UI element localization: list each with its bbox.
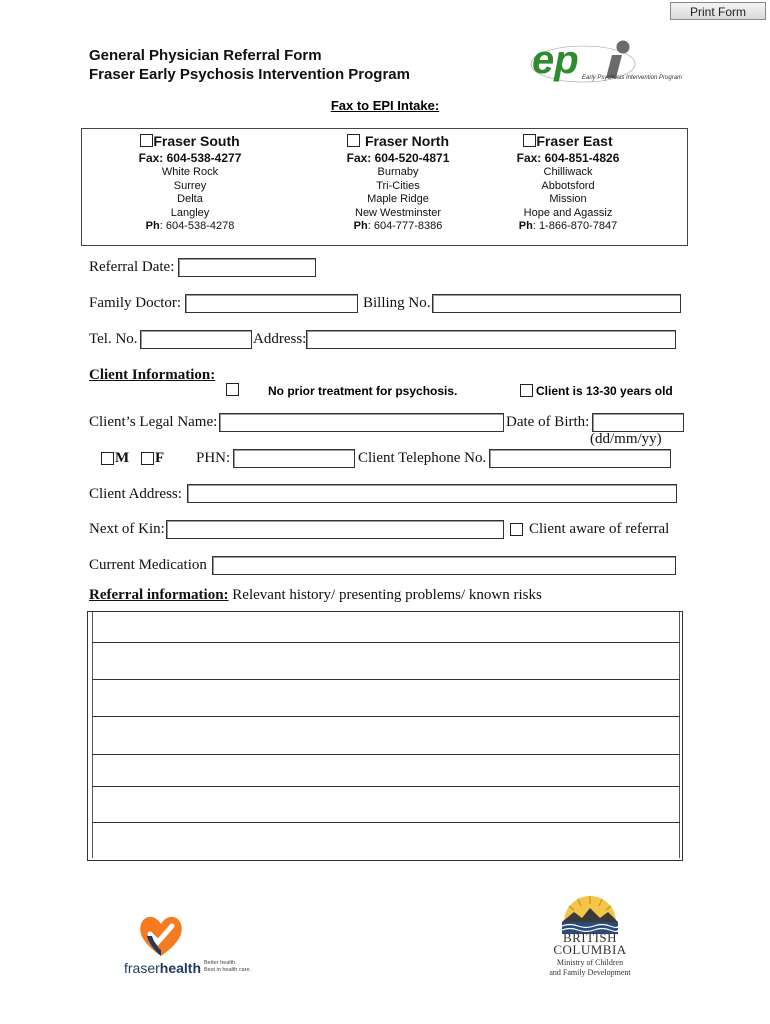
female-checkbox[interactable] <box>141 452 154 465</box>
date-of-birth-label: Date of Birth: <box>506 414 590 430</box>
epi-logo-subtitle: Early Psychosis Intervention Program <box>582 75 683 81</box>
referral-information-label: Referral information: <box>89 587 229 603</box>
city: Burnaby <box>377 166 419 178</box>
female-label: F <box>155 450 165 466</box>
client-age-label: Client is 13-30 years old <box>536 384 673 398</box>
date-of-birth-input[interactable] <box>592 413 684 432</box>
no-prior-treatment-label: No prior treatment for psychosis. <box>268 384 458 398</box>
fax-heading: Fax to EPI Intake: <box>330 98 440 113</box>
epi-logo <box>528 38 688 90</box>
region-phone: Ph: 1-866-870-7847 <box>518 220 618 232</box>
city: Chilliwack <box>543 166 593 178</box>
print-form-button[interactable]: Print Form <box>670 2 766 20</box>
current-medication-input[interactable] <box>212 556 676 575</box>
family-doctor-label: Family Doctor: <box>89 295 182 311</box>
city: Hope and Agassiz <box>523 206 613 219</box>
no-prior-treatment-checkbox[interactable] <box>226 383 239 396</box>
address-label: Address: <box>253 331 307 347</box>
address-input[interactable] <box>306 330 676 349</box>
client-information-heading: Client Information: <box>89 367 216 383</box>
client-aware-checkbox[interactable] <box>510 523 523 536</box>
city: Delta <box>177 193 203 205</box>
region-fraser-east <box>488 133 648 234</box>
client-telephone-input[interactable] <box>489 449 671 468</box>
dob-format-hint: (dd/mm/yy) <box>590 431 662 447</box>
tel-no-input[interactable] <box>140 330 252 349</box>
legal-name-label: Client’s Legal Name: <box>89 414 218 430</box>
region-phone: Ph: 604-777-8386 <box>353 220 443 232</box>
fraserhealth-logo <box>124 912 254 982</box>
client-telephone-label: Client Telephone No. <box>358 450 487 466</box>
billing-no-label: Billing No. <box>363 295 431 311</box>
fraserhealth-heart-icon <box>136 912 186 958</box>
tel-no-label: Tel. No. <box>89 331 138 347</box>
legal-name-input[interactable] <box>219 413 504 432</box>
phn-input[interactable] <box>233 449 355 468</box>
city: Tri-Cities <box>376 179 420 192</box>
city: Abbotsford <box>541 179 595 192</box>
city: Mission <box>549 193 587 205</box>
fraser-north-checkbox[interactable] <box>347 134 360 147</box>
bc-sunset-icon <box>558 892 622 934</box>
current-medication-label: Current Medication <box>89 557 207 573</box>
client-aware-label: Client aware of referral <box>529 521 670 537</box>
fraser-east-checkbox[interactable] <box>523 134 536 147</box>
region-fraser-south <box>110 133 270 234</box>
region-phone: Ph: 604-538-4278 <box>145 220 235 232</box>
notes-rule <box>92 822 680 823</box>
client-address-label: Client Address: <box>89 486 182 502</box>
region-fraser-north <box>318 133 478 234</box>
program-title: Fraser Early Psychosis Intervention Program <box>89 66 410 83</box>
region-fax: Fax: 604-851-4826 <box>516 151 620 165</box>
referral-notes-textarea[interactable] <box>87 611 683 861</box>
city: Surrey <box>173 179 207 192</box>
city: Maple Ridge <box>367 193 429 205</box>
form-title: General Physician Referral Form <box>89 47 322 64</box>
next-of-kin-input[interactable] <box>166 520 504 539</box>
city: New Westminster <box>355 206 441 219</box>
fraserhealth-wordmark: fraserhealth <box>124 960 202 976</box>
referral-date-label: Referral Date: <box>89 259 175 275</box>
city: White Rock <box>161 166 219 178</box>
family-doctor-input[interactable] <box>185 294 358 313</box>
referral-date-input[interactable] <box>178 258 316 277</box>
client-age-checkbox[interactable] <box>520 384 533 397</box>
fraserhealth-tagline: Better health. Best in health care. <box>204 960 252 973</box>
client-address-input[interactable] <box>187 484 677 503</box>
notes-rule <box>92 642 680 643</box>
city: Langley <box>170 206 210 219</box>
region-fax: Fax: 604-538-4277 <box>138 151 242 165</box>
next-of-kin-label: Next of Kin: <box>89 521 165 537</box>
billing-no-input[interactable] <box>432 294 681 313</box>
fraser-south-checkbox[interactable] <box>140 134 153 147</box>
notes-rule <box>92 716 680 717</box>
notes-rule <box>92 786 680 787</box>
region-name: Fraser East <box>536 133 613 149</box>
male-label: M <box>115 450 130 466</box>
bc-ministry-name: Ministry of Children and Family Development <box>549 958 631 977</box>
notes-rule <box>92 679 680 680</box>
epi-logo-text: ep <box>532 38 579 82</box>
male-checkbox[interactable] <box>101 452 114 465</box>
referral-information-desc: Relevant history/ presenting problems/ known risks <box>232 587 542 603</box>
region-fax: Fax: 604-520-4871 <box>346 151 450 165</box>
bc-wordmark: BRITISH COLUMBIA <box>553 930 627 957</box>
referral-information-heading <box>89 587 542 604</box>
bc-ministry-logo <box>540 892 640 982</box>
region-name: Fraser North <box>364 133 450 149</box>
region-name: Fraser South <box>153 133 240 149</box>
notes-rule <box>92 754 680 755</box>
phn-label: PHN: <box>196 450 231 466</box>
